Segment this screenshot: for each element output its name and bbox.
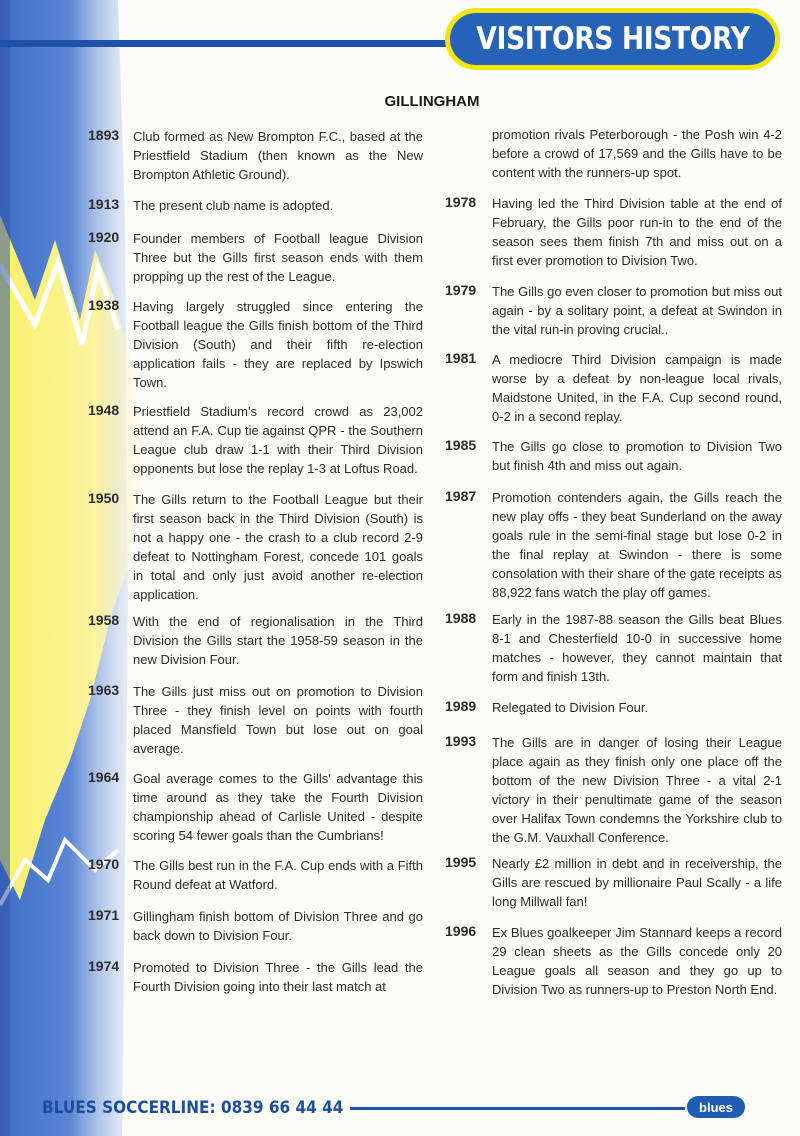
entry-year: 1988: [445, 610, 477, 626]
entry-year: 1913: [88, 196, 120, 212]
entry-year: 1979: [445, 282, 477, 298]
blues-logo-badge: blues: [687, 1096, 745, 1118]
entry-text: Goal average comes to the Gills' advantage this time around as they take the Fourth Division championship ahead of Carlisle United - despite scoring 54 fewer goals than the Cumbrians!: [133, 771, 423, 843]
entry-year: 1938: [88, 297, 120, 313]
entry-text: Promoted to Division Three - the Gills lead the Fourth Division going into their last match at: [133, 960, 423, 994]
entry-text: Nearly £2 million in debt and in receivership, the Gills are rescued by millionaire Paul Scally - a life long Millwall fan!: [492, 856, 782, 909]
entry-text: A mediocre Third Division campaign is made worse by a defeat by non-league local rivals, Maidstone United, in the F.A. Cup second round, 0-2 in a second replay.: [492, 352, 782, 424]
entry-text: Club formed as New Brompton F.C., based at the Priestfield Stadium (then known as the New Brompton Athletic Ground).: [133, 129, 423, 182]
entry-year: 1987: [445, 488, 477, 504]
entry-text: Early in the 1987-88 season the Gills beat Blues 8-1 and Chesterfield 10-0 in successive home matches - however, they cannot maintain that form and finish 13th.: [492, 612, 782, 684]
entry-year: 1995: [445, 854, 477, 870]
entry-text: The Gills are in danger of losing their League place again as they finish only one place off the bottom of the new Division Three - a vital 2-1 victory in their penultimate game of the season over Halifax Town condemns the Yorkshire club to the G.M. Vauxhall Conference.: [492, 735, 782, 845]
entry-text: Founder members of Football league Division Three but the Gills first season ends with them propping up the rest of the League.: [133, 231, 423, 284]
entry-text: The Gills best run in the F.A. Cup ends with a Fifth Round defeat at Watford.: [133, 858, 423, 892]
entry-text: The present club name is adopted.: [133, 198, 334, 213]
entry-text: Promotion contenders again, the Gills reach the new play offs - they beat Sunderland on the away goals rule in the semi-final stage but lose 0-2 in the final replay at Swindon - there is some consolation with their share of the gate receipts as 88,922 fans watch the play off games.: [492, 490, 782, 600]
entry-year: 1978: [445, 194, 477, 210]
entry-year: 1920: [88, 229, 120, 245]
entry-text: Ex Blues goalkeeper Jim Stannard keeps a record 29 clean sheets as the Gills concede only 20 League goals all season and they go up to Division Two as runners-up to Preston North End.: [492, 925, 782, 997]
club-name-heading: GILLINGHAM: [384, 93, 480, 110]
entry-year: 1964: [88, 769, 120, 785]
soccerline-phone: BLUES SOCCERLINE: 0839 66 44 44: [42, 1098, 344, 1118]
page-title-badge: [445, 8, 780, 70]
entry-year: 1950: [88, 490, 120, 506]
entry-text: Having led the Third Division table at the end of February, the Gills poor run-in to the end of the season sees them finish 7th and miss out on a first ever promotion to Division Two.: [492, 196, 782, 268]
entry-text: The Gills return to the Football League but their first season back in the Third Division (South) is not a happy one - the crash to a club record 2-9 defeat to Nottingham Forest, concede 101 goals in total and only just avoid another re-election application.: [133, 492, 423, 602]
entry-year: 1981: [445, 350, 477, 366]
entry-year: 1948: [88, 402, 120, 418]
entry-year: 1963: [88, 682, 120, 698]
entry-text: Priestfield Stadium's record crowd as 23,002 attend an F.A. Cup tie against QPR - the Southern League club draw 1-1 with their Third Division opponents but lose the replay 1-3 at Loftus Road.: [133, 404, 423, 476]
entry-year: 1974: [88, 958, 120, 974]
entry-text: With the end of regionalisation in the Third Division the Gills start the 1958-59 season in the new Division Four.: [133, 614, 423, 667]
entry-text: Relegated to Division Four.: [492, 700, 649, 715]
entry-year: 1985: [445, 437, 477, 453]
page-title: VISITORS HISTORY: [475, 21, 750, 57]
footer-rule: [350, 1107, 685, 1110]
entry-text: The Gills go close to promotion to Division Two but finish 4th and miss out again.: [492, 439, 782, 473]
entry-year: 1893: [88, 127, 120, 143]
entry-year: 1958: [88, 612, 120, 628]
header-rule: [0, 40, 470, 47]
entry-text: Gillingham finish bottom of Division Three and go back down to Division Four.: [133, 909, 423, 943]
entry-text: The Gills go even closer to promotion but miss out again - by a solitary point, a defeat at Swindon in the vital run-in proving crucial..: [492, 284, 782, 337]
entry-year: 1989: [445, 698, 477, 714]
entry-year: 1993: [445, 733, 477, 749]
entry-year: 1971: [88, 907, 120, 923]
entry-text: The Gills just miss out on promotion to Division Three - they finish level on points with fourth placed Mansfield Town but lose out on goal average.: [133, 684, 423, 756]
entry-year: 1996: [445, 923, 477, 939]
entry-year: 1970: [88, 856, 120, 872]
entry-text: Having largely struggled since entering the Football league the Gills finish bottom of the Third Division (South) and their fifth re-election application fails - they are replaced by Ipswich Town.: [133, 299, 423, 390]
entry-text-continued: promotion rivals Peterborough - the Posh win 4-2 before a crowd of 17,569 and the Gills have to be content with the runners-up spot.: [492, 127, 782, 180]
